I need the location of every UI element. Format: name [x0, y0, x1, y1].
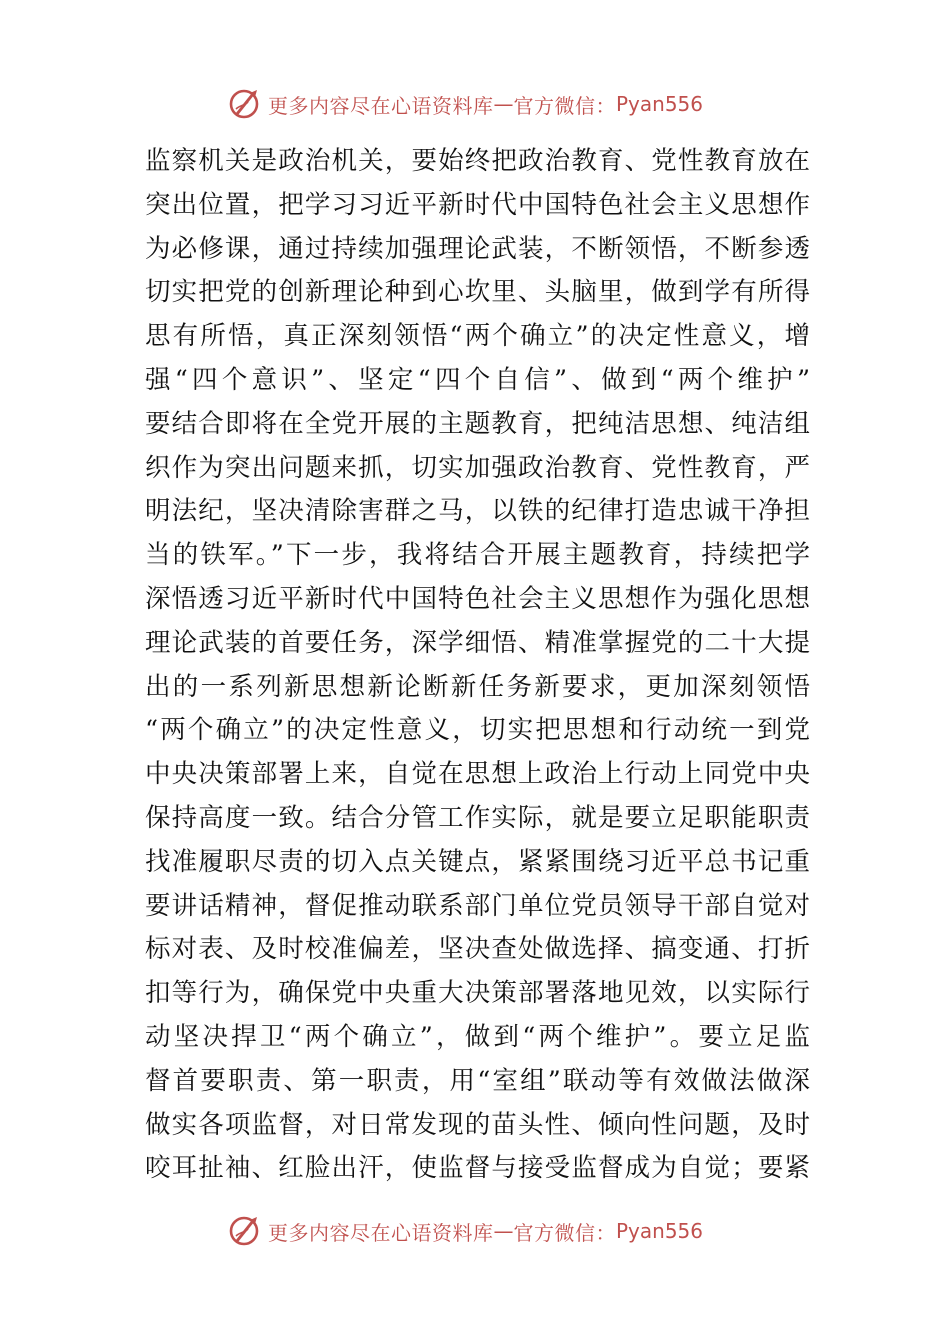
- pen-circle-logo-icon: [228, 87, 262, 121]
- text-line: 思有所悟，真正深刻领悟“两个确立”的决定性意义，增: [145, 321, 810, 352]
- text-line: 为必修课，通过持续加强理论武装，不断领悟，不断参透: [145, 233, 810, 264]
- watermark-contact-label: 官方微信：: [513, 1220, 616, 1245]
- text-line: 织作为突出问题来抓，切实加强政治教育、党性教育，严: [145, 452, 810, 483]
- text-line: 强“四个意识”、坚定“四个自信”、做到“两个维护”: [145, 364, 810, 395]
- watermark-brand: 更多内容尽在心语资料库: [268, 93, 494, 118]
- text-line: “两个确立”的决定性意义，切实把思想和行动统一到党: [145, 715, 810, 746]
- document-body: [145, 140, 810, 1191]
- text-line: 保持高度一致。结合分管工作实际，就是要立足职能职责: [145, 802, 810, 833]
- text-line: 明法纪，坚决清除害群之马，以铁的纪律打造忠诚干净担: [145, 496, 810, 527]
- text-line: 当的铁军。”下一步，我将结合开展主题教育，持续把学: [145, 540, 810, 571]
- text-line: 要结合即将在全党开展的主题教育，把纯洁思想、纯洁组: [145, 408, 810, 439]
- watermark-brand: 更多内容尽在心语资料库: [268, 1220, 494, 1245]
- text-line: 咬耳扯袖、红脸出汗，使监督与接受监督成为自觉；要紧: [145, 1153, 810, 1184]
- text-line: 监察机关是政治机关，要始终把政治教育、党性教育放在: [145, 146, 810, 176]
- text-line: 出的一系列新思想新论断新任务新要求，更加深刻领悟: [145, 671, 810, 702]
- watermark-contact-id: Pyan556: [616, 1219, 704, 1243]
- text-line: 督首要职责、第一职责，用“室组”联动等有效做法做深: [145, 1065, 810, 1096]
- text-line: 扣等行为，确保党中央重大决策部署落地见效，以实际行: [145, 978, 810, 1009]
- text-line: 做实各项监督，对日常发现的苗头性、倾向性问题，及时: [145, 1109, 810, 1140]
- watermark-dash: —: [493, 1219, 514, 1243]
- text-line: 标对表、及时校准偏差，坚决查处做选择、搞变通、打折: [145, 934, 810, 965]
- text-line: 深悟透习近平新时代中国特色社会主义思想作为强化思想: [145, 583, 810, 614]
- header-watermark: [228, 84, 703, 124]
- text-line: 找准履职尽责的切入点关键点，紧紧围绕习近平总书记重: [145, 846, 810, 877]
- watermark-contact-id: Pyan556: [616, 92, 704, 116]
- text-line: 要讲话精神，督促推动联系部门单位党员领导干部自觉对: [145, 890, 810, 921]
- text-line: 中央决策部署上来，自觉在思想上政治上行动上同党中央: [145, 759, 810, 790]
- watermark-contact-label: 官方微信：: [513, 93, 616, 118]
- text-line: 突出位置，把学习习近平新时代中国特色社会主义思想作: [145, 189, 810, 220]
- watermark-dash: —: [493, 92, 514, 116]
- pen-circle-logo-icon: [228, 1214, 262, 1248]
- text-line: 动坚决捍卫“两个确立”，做到“两个维护”。要立足监: [145, 1021, 810, 1052]
- text-line: 理论武装的首要任务，深学细悟、精准掌握党的二十大提: [145, 627, 810, 658]
- text-line: 切实把党的创新理论种到心坎里、头脑里，做到学有所得: [145, 277, 810, 308]
- footer-watermark: [228, 1211, 703, 1251]
